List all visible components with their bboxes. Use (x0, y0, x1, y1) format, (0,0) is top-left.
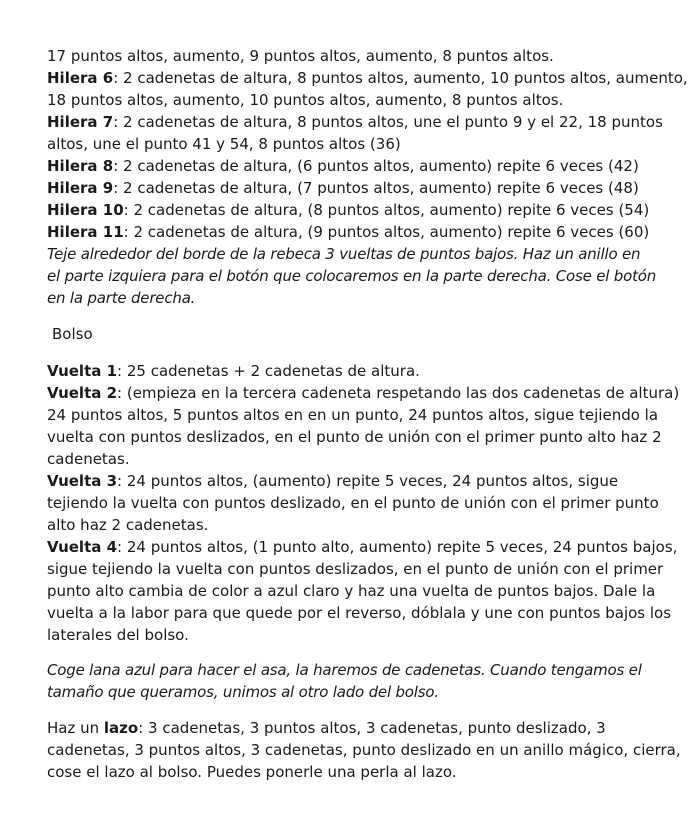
vuelta-2-line-2: 24 puntos altos, 5 puntos altos en en un punto, 24 puntos altos, sigue tejiendo la (47, 406, 659, 424)
hilera-9-label: Hilera 9 (47, 179, 114, 197)
vuelta-2-line-3: vuelta con puntos deslizados, en el punto de unión con el primer punto alto haz 2 (47, 428, 662, 446)
bolso-title: Bolso (52, 325, 93, 343)
vuelta-4-line-3: punto alto cambia de color a azul claro y haz una vuelta de puntos bajos. Dale la (47, 582, 656, 600)
borde-line-2: el parte izquiera para el botón que colocaremos en la parte derecha. Cose el botón (47, 267, 657, 285)
vuelta-2-line-4: cadenetas. (47, 450, 130, 468)
hilera-10-label: Hilera 10 (47, 201, 124, 219)
asa-line-1: Coge lana azul para hacer el asa, la haremos de cadenetas. Cuando tengamos el (47, 661, 642, 679)
hilera-8-text: : 2 cadenetas de altura, (6 puntos altos, aumento) repite 6 veces (42) (113, 157, 639, 175)
vuelta-1-label: Vuelta 1 (47, 362, 118, 380)
vuelta-1-line (47, 360, 420, 382)
vuelta-4-text: : 24 puntos altos, (1 punto alto, aumento) repite 5 veces, 24 puntos bajos, (117, 538, 678, 556)
vuelta-4-line-2: sigue tejiendo la vuelta con puntos deslizados, en el punto de unión con el primer (47, 560, 664, 578)
hilera-8-line (47, 155, 639, 177)
vuelta-3-line-1 (47, 470, 618, 492)
hilera-7-label: Hilera 7 (47, 113, 114, 131)
hilera-9-line (47, 177, 639, 199)
lazo-line-3: cose el lazo al bolso. Puedes ponerle una perla al lazo. (47, 763, 457, 781)
vuelta-3-line-2: tejiendo la vuelta con puntos deslizado, en el punto de unión con el primer punto (47, 494, 659, 512)
lazo-prefix: Haz un (47, 719, 104, 737)
hilera-7-line-2: altos, une el punto 41 y 54, 8 puntos altos (36) (47, 135, 401, 153)
vuelta-2-text: : (empieza en la tercera cadeneta respetando las dos cadenetas de altura) (117, 384, 680, 402)
hilera-7-text: : 2 cadenetas de altura, 8 puntos altos, une el punto 9 y el 22, 18 puntos (113, 113, 663, 131)
lazo-line-1 (47, 717, 606, 739)
vuelta-2-label: Vuelta 2 (47, 384, 118, 402)
vuelta-4-line-5: laterales del bolso. (47, 626, 189, 644)
asa-line-2: tamaño que queramos, unimos al otro lado del bolso. (47, 683, 439, 701)
hilera-9-text: : 2 cadenetas de altura, (7 puntos altos, aumento) repite 6 veces (48) (113, 179, 639, 197)
hilera-10-text: : 2 cadenetas de altura, (8 puntos altos, aumento) repite 6 veces (54) (123, 201, 650, 219)
hilera-7-line-1 (47, 111, 663, 133)
hilera-6-line-2: 18 puntos altos, aumento, 10 puntos altos, aumento, 8 puntos altos. (47, 91, 564, 109)
hilera-8-label: Hilera 8 (47, 157, 114, 175)
vuelta-3-text: : 24 puntos altos, (aumento) repite 5 veces, 24 puntos altos, sigue (117, 472, 619, 490)
borde-line-1: Teje alrededor del borde de la rebeca 3 vueltas de puntos bajos. Haz un anillo en (47, 245, 641, 263)
hilera-6-line-1 (47, 67, 688, 89)
vuelta-4-label: Vuelta 4 (47, 538, 118, 556)
hilera-11-text: : 2 cadenetas de altura, (9 puntos altos, aumento) repite 6 veces (60) (123, 223, 650, 241)
lazo-label: lazo (103, 719, 139, 737)
vuelta-1-text: : 25 cadenetas + 2 cadenetas de altura. (117, 362, 420, 380)
vuelta-4-line-4: vuelta a la labor para que quede por el reverso, dóblala y une con puntos bajos los (47, 604, 672, 622)
vuelta-2-line-1 (47, 382, 679, 404)
hilera-10-line (47, 199, 649, 221)
hilera-11-line (47, 221, 649, 243)
vuelta-4-line-1 (47, 536, 677, 558)
lazo-text: : 3 cadenetas, 3 puntos altos, 3 cadenetas, punto deslizado, 3 (138, 719, 606, 737)
hilera-6-label: Hilera 6 (47, 69, 114, 87)
hilera-6-text: : 2 cadenetas de altura, 8 puntos altos, aumento, 10 puntos altos, aumento, (113, 69, 688, 87)
vuelta-3-line-3: alto haz 2 cadenetas. (47, 516, 209, 534)
lazo-line-2: cadenetas, 3 puntos altos, 3 cadenetas, punto deslizado en un anillo mágico, cierra, (47, 741, 681, 759)
pattern-line: 17 puntos altos, aumento, 9 puntos altos, aumento, 8 puntos altos. (47, 47, 554, 65)
hilera-11-label: Hilera 11 (47, 223, 124, 241)
vuelta-3-label: Vuelta 3 (47, 472, 118, 490)
borde-line-3: en la parte derecha. (47, 289, 196, 307)
